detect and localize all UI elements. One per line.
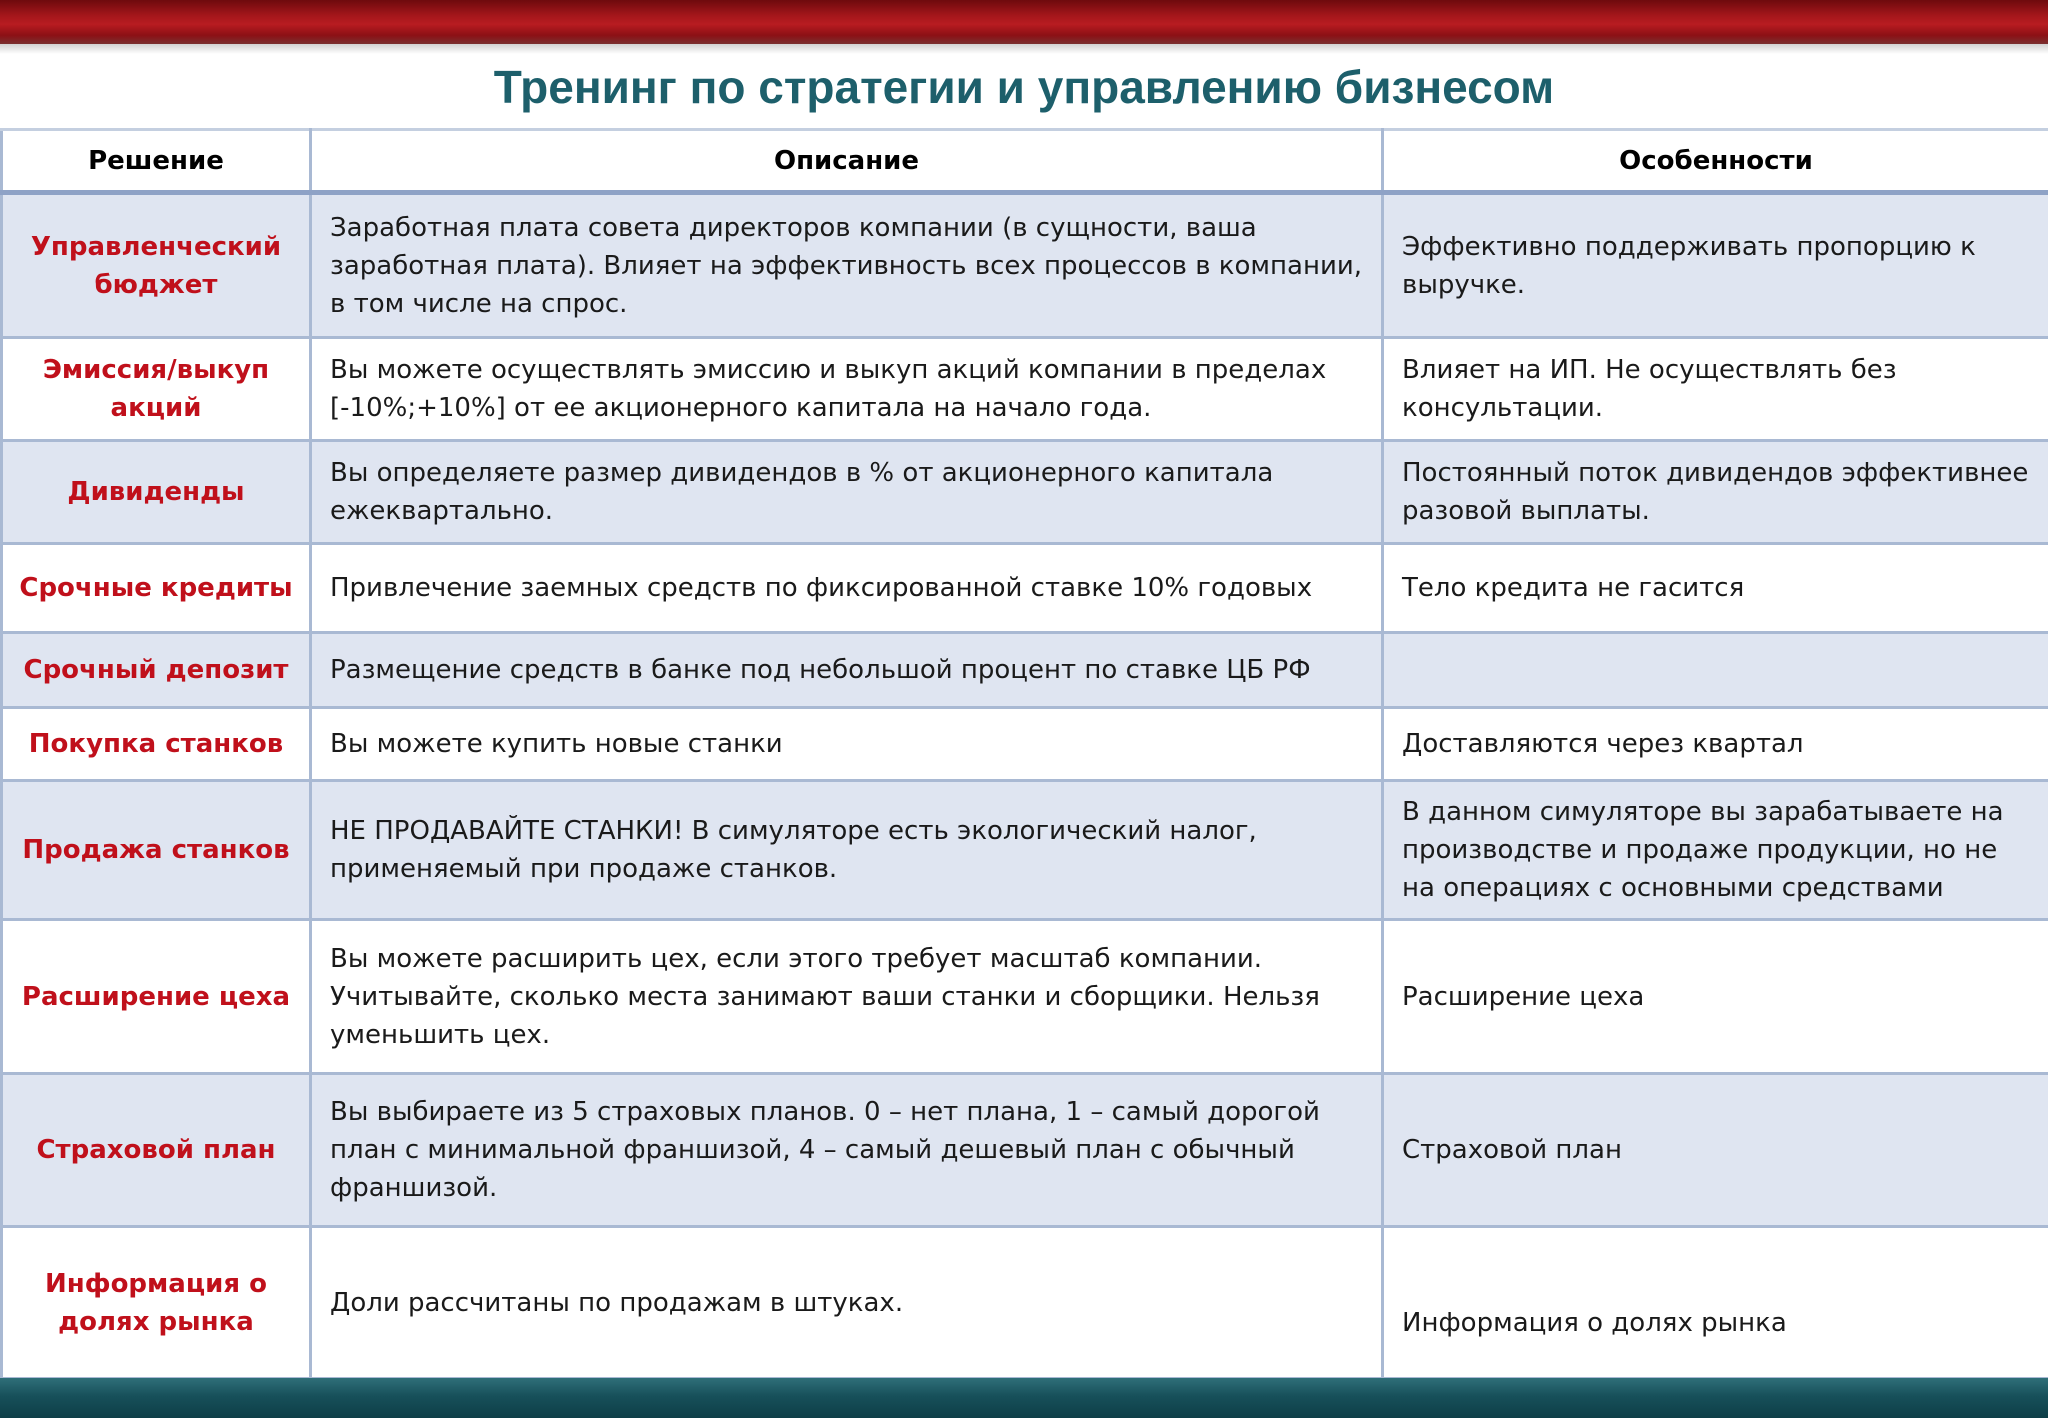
features-cell: Тело кредита не гасится: [1383, 544, 2048, 633]
table-row-buy-machines: [2, 707, 2048, 780]
decision-cell: Управленческий бюджет: [2, 193, 311, 338]
features-cell: В данном симуляторе вы зарабатываете на производстве и продаже продукции, но не на операциях с основными средствами: [1383, 780, 2048, 919]
decision-cell: Расширение цеха: [2, 920, 311, 1074]
features-cell: Доставляются через квартал: [1383, 707, 2048, 780]
description-cell: Вы определяете размер дивидендов в % от акционерного капитала ежеквартально.: [311, 440, 1383, 543]
top-bar-shadow: [0, 44, 2048, 54]
table-header-row: [2, 130, 2048, 193]
table-row-share-emission: [2, 338, 2048, 440]
bottom-decorative-bar: [0, 1378, 2048, 1418]
features-cell: [1383, 633, 2048, 707]
decision-cell: Страховой план: [2, 1073, 311, 1227]
table-row-sell-machines: [2, 780, 2048, 919]
decision-cell: Эмиссия/выкуп акций: [2, 338, 311, 440]
table-row-term-deposit: [2, 633, 2048, 707]
decision-cell: Срочный депозит: [2, 633, 311, 707]
table-row-dividends: [2, 440, 2048, 543]
description-cell: Заработная плата совета директоров компании (в сущности, ваша заработная плата). Влияет на эффективность всех процессов в компании, в том числе на спрос.: [311, 193, 1383, 338]
description-cell: Размещение средств в банке под небольшой процент по ставке ЦБ РФ: [311, 633, 1383, 707]
description-cell: Вы можете расширить цех, если этого требует масштаб компании. Учитывайте, сколько места занимают ваши станки и сборщики. Нельзя уменьшить цех.: [311, 920, 1383, 1074]
table-row-insurance-plan: [2, 1073, 2048, 1227]
decision-cell: Дивиденды: [2, 440, 311, 543]
description-cell: Вы можете купить новые станки: [311, 707, 1383, 780]
page-title: Тренинг по стратегии и управлению бизнесом: [493, 61, 1555, 113]
decision-cell: Информация о долях рынка: [2, 1227, 311, 1379]
table-row-market-share-info: [2, 1227, 2048, 1379]
description-cell: Доли рассчитаны по продажам в штуках.: [311, 1227, 1383, 1379]
decision-cell: Покупка станков: [2, 707, 311, 780]
description-cell: Вы выбираете из 5 страховых планов. 0 – нет плана, 1 – самый дорогой план с минимальной франшизой, 4 – самый дешевый план с обычный франшизой.: [311, 1073, 1383, 1227]
decision-cell: Продажа станков: [2, 780, 311, 919]
table-row-management-budget: [2, 193, 2048, 338]
header-description: Описание: [311, 130, 1383, 193]
description-cell: НЕ ПРОДАВАЙТЕ СТАНКИ! В симуляторе есть экологический налог, применяемый при продаже станков.: [311, 780, 1383, 919]
description-cell: Привлечение заемных средств по фиксированной ставке 10% годовых: [311, 544, 1383, 633]
decision-cell: Срочные кредиты: [2, 544, 311, 633]
header-features: Особенности: [1383, 130, 2048, 193]
top-decorative-bar: [0, 0, 2048, 44]
features-cell: Влияет на ИП. Не осуществлять без консультации.: [1383, 338, 2048, 440]
header-decision: Решение: [2, 130, 311, 193]
features-cell: Эффективно поддерживать пропорцию к выручке.: [1383, 193, 2048, 338]
decisions-table: [0, 128, 2048, 1380]
features-cell: Информация о долях рынка: [1383, 1227, 2048, 1379]
table-row-workshop-expansion: [2, 920, 2048, 1074]
features-cell: Страховой план: [1383, 1073, 2048, 1227]
table-row-term-loans: [2, 544, 2048, 633]
description-cell: Вы можете осуществлять эмиссию и выкуп акций компании в пределах [-10%;+10%] от ее акционерного капитала на начало года.: [311, 338, 1383, 440]
features-cell: Постоянный поток дивидендов эффективнее разовой выплаты.: [1383, 440, 2048, 543]
features-cell: Расширение цеха: [1383, 920, 2048, 1074]
